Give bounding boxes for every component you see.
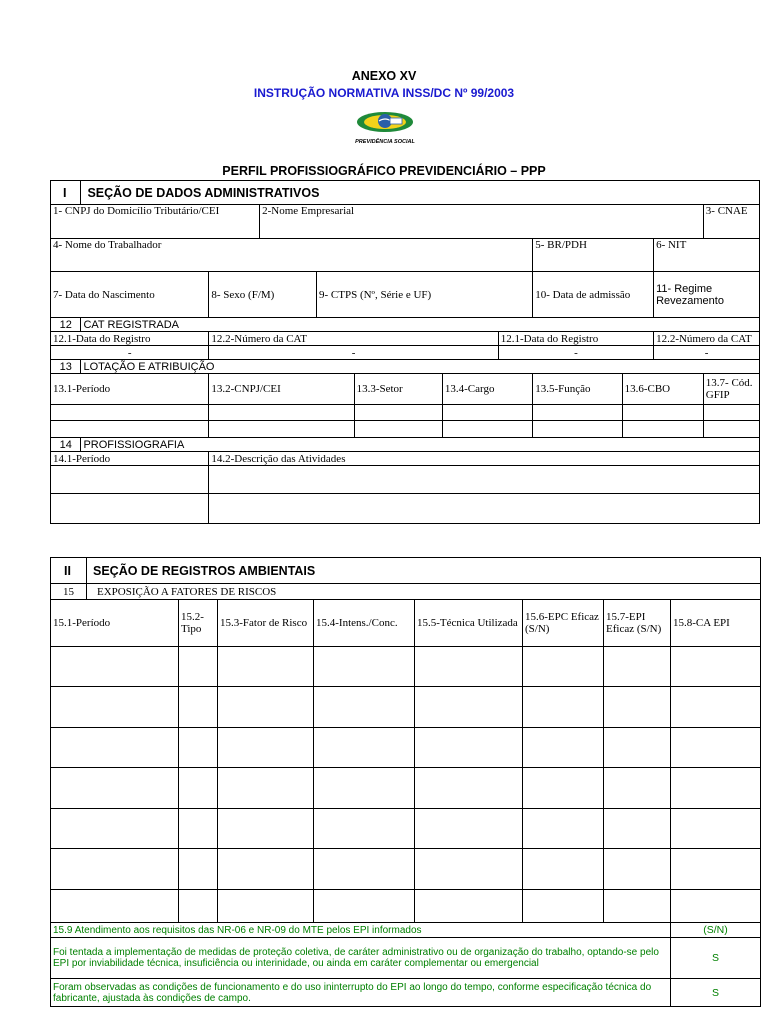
- table-cell[interactable]: [354, 421, 442, 438]
- section-title: SEÇÃO DE REGISTROS AMBIENTAIS: [87, 558, 761, 584]
- cat-number-label-1: 12.2-Número da CAT: [209, 332, 498, 346]
- section-administrative-data: [50, 180, 760, 524]
- cat-date-value-2[interactable]: -: [498, 346, 653, 360]
- table-cell[interactable]: [179, 728, 218, 768]
- table-cell[interactable]: [218, 890, 314, 923]
- table-cell[interactable]: [51, 494, 209, 524]
- table-cell[interactable]: [179, 647, 218, 687]
- col-period: 15.1-Período: [51, 600, 179, 647]
- table-cell[interactable]: [218, 647, 314, 687]
- previdencia-logo: [343, 106, 427, 148]
- ctps-field[interactable]: 9- CTPS (Nº, Série e UF): [317, 272, 533, 318]
- table-cell[interactable]: [218, 728, 314, 768]
- table-cell[interactable]: [523, 849, 604, 890]
- table-cell[interactable]: [314, 849, 415, 890]
- col-epi: 15.7-EPI Eficaz (S/N): [604, 600, 671, 647]
- col-risk-factor: 15.3-Fator de Risco: [218, 600, 314, 647]
- table-cell[interactable]: [671, 890, 761, 923]
- prof-col-description: 14.2-Descrição das Atividades: [209, 452, 760, 466]
- table-cell[interactable]: [179, 809, 218, 849]
- cat-number-value-1[interactable]: -: [209, 346, 498, 360]
- lotacao-title: LOTAÇÃO E ATRIBUIÇÃO: [81, 360, 760, 374]
- section-number: II: [51, 558, 87, 584]
- table-cell[interactable]: [51, 421, 209, 438]
- table-cell[interactable]: [51, 405, 209, 421]
- table-cell[interactable]: [51, 687, 179, 728]
- sex-field[interactable]: 8- Sexo (F/M): [209, 272, 317, 318]
- instruction-title: INSTRUÇÃO NORMATIVA INSS/DC Nº 99/2003: [253, 86, 515, 100]
- table-cell[interactable]: [671, 687, 761, 728]
- table-cell[interactable]: [442, 405, 532, 421]
- section-environmental-records: [50, 557, 761, 1007]
- table-cell[interactable]: [604, 849, 671, 890]
- table-cell[interactable]: [314, 728, 415, 768]
- table-cell[interactable]: [51, 849, 179, 890]
- table-cell[interactable]: [523, 890, 604, 923]
- table-cell[interactable]: [604, 890, 671, 923]
- table-cell[interactable]: [179, 687, 218, 728]
- table-cell[interactable]: [415, 890, 523, 923]
- table-cell[interactable]: [671, 849, 761, 890]
- br-pdh-field[interactable]: 5- BR/PDH: [533, 239, 654, 272]
- col-epc: 15.6-EPC Eficaz (S/N): [523, 600, 604, 647]
- table-cell[interactable]: [209, 421, 354, 438]
- table-cell[interactable]: [671, 647, 761, 687]
- table-cell[interactable]: [604, 647, 671, 687]
- prof-col-period: 14.1-Período: [51, 452, 209, 466]
- exposure-number: 15: [51, 584, 87, 600]
- cat-date-label-1: 12.1-Data do Registro: [51, 332, 209, 346]
- lotacao-col-cnpj: 13.2-CNPJ/CEI: [209, 374, 354, 405]
- lotacao-col-role: 13.4-Cargo: [442, 374, 532, 405]
- form-title: PERFIL PROFISSIOGRÁFICO PREVIDENCIÁRIO – PPP: [222, 164, 546, 178]
- table-cell[interactable]: [671, 809, 761, 849]
- col-ca-epi: 15.8-CA EPI: [671, 600, 761, 647]
- table-cell[interactable]: [218, 768, 314, 809]
- table-cell[interactable]: [51, 890, 179, 923]
- table-cell[interactable]: [179, 768, 218, 809]
- table-cell[interactable]: [604, 728, 671, 768]
- worker-name-field[interactable]: 4- Nome do Trabalhador: [51, 239, 533, 272]
- birth-date-field[interactable]: 7- Data do Nascimento: [51, 272, 209, 318]
- table-cell[interactable]: [179, 890, 218, 923]
- table-cell[interactable]: [314, 647, 415, 687]
- table-cell[interactable]: [523, 768, 604, 809]
- table-cell[interactable]: [703, 405, 759, 421]
- col-technique: 15.5-Técnica Utilizada: [415, 600, 523, 647]
- epi-conditions-answer[interactable]: S: [671, 979, 761, 1007]
- table-cell[interactable]: [209, 466, 760, 494]
- profissiografia-number: 14: [51, 438, 81, 452]
- company-name-field[interactable]: 2-Nome Empresarial: [260, 205, 704, 239]
- table-cell[interactable]: [51, 809, 179, 849]
- table-cell[interactable]: [604, 687, 671, 728]
- table-cell[interactable]: [415, 809, 523, 849]
- nit-field[interactable]: 6- NIT: [654, 239, 760, 272]
- table-cell[interactable]: [622, 405, 703, 421]
- table-cell[interactable]: [218, 809, 314, 849]
- table-cell[interactable]: [622, 421, 703, 438]
- table-cell[interactable]: [523, 647, 604, 687]
- table-cell[interactable]: [533, 405, 622, 421]
- table-cell[interactable]: [51, 768, 179, 809]
- lotacao-col-sector: 13.3-Setor: [354, 374, 442, 405]
- cat-date-label-2: 12.1-Data do Registro: [498, 332, 653, 346]
- col-intensity: 15.4-Intens./Conc.: [314, 600, 415, 647]
- nr-requirements-question: 15.9 Atendimento aos requisitos das NR-06 e NR-09 do MTE pelos EPI informados: [51, 923, 671, 938]
- section-number: I: [51, 181, 81, 205]
- table-cell[interactable]: [51, 466, 209, 494]
- table-cell[interactable]: [604, 768, 671, 809]
- table-cell[interactable]: [415, 647, 523, 687]
- table-cell[interactable]: [671, 728, 761, 768]
- lotacao-number: 13: [51, 360, 81, 374]
- table-cell[interactable]: [51, 647, 179, 687]
- profissiografia-title: PROFISSIOGRAFIA: [81, 438, 760, 452]
- lotacao-col-function: 13.5-Função: [533, 374, 622, 405]
- table-cell[interactable]: [523, 809, 604, 849]
- table-cell[interactable]: [179, 849, 218, 890]
- annex-title: ANEXO XV: [351, 69, 417, 83]
- table-cell[interactable]: [314, 687, 415, 728]
- table-cell[interactable]: [415, 687, 523, 728]
- table-cell[interactable]: [523, 728, 604, 768]
- collective-protection-answer[interactable]: S: [671, 938, 761, 979]
- admission-date-field[interactable]: 10- Data de admissão: [533, 272, 654, 318]
- table-cell[interactable]: [533, 421, 622, 438]
- table-cell[interactable]: [218, 849, 314, 890]
- table-cell[interactable]: [314, 768, 415, 809]
- exposure-title: EXPOSIÇÃO A FATORES DE RISCOS: [87, 584, 761, 600]
- table-cell[interactable]: [314, 890, 415, 923]
- table-cell[interactable]: [415, 849, 523, 890]
- table-cell[interactable]: [209, 494, 760, 524]
- lotacao-col-gfip: 13.7- Cód. GFIP: [703, 374, 759, 405]
- cat-date-value-1[interactable]: -: [51, 346, 209, 360]
- collective-protection-question: Foi tentada a implementação de medidas de proteção coletiva, de caráter administrativo ou de organização do trabalho, optando-se pelo EPI por inviabilidade técnica, insuficiência ou interinidade, ou ainda em caráter complementar ou emergencial: [51, 938, 671, 979]
- table-cell[interactable]: [51, 728, 179, 768]
- cnae-field[interactable]: 3- CNAE: [703, 205, 759, 239]
- cat-title: CAT REGISTRADA: [81, 318, 760, 332]
- logo-caption: PREVIDÊNCIA SOCIAL: [355, 139, 415, 145]
- table-cell[interactable]: [604, 809, 671, 849]
- table-cell[interactable]: [314, 809, 415, 849]
- table-cell[interactable]: [209, 405, 354, 421]
- table-cell[interactable]: [523, 687, 604, 728]
- section-title: SEÇÃO DE DADOS ADMINISTRATIVOS: [81, 181, 760, 205]
- table-cell[interactable]: [671, 768, 761, 809]
- col-type: 15.2-Tipo: [179, 600, 218, 647]
- nr-requirements-answer[interactable]: (S/N): [671, 923, 761, 938]
- lotacao-col-cbo: 13.6-CBO: [622, 374, 703, 405]
- table-cell[interactable]: [354, 405, 442, 421]
- table-cell[interactable]: [415, 728, 523, 768]
- shift-regime-field[interactable]: 11- Regime Revezamento: [654, 272, 760, 318]
- lotacao-col-period: 13.1-Período: [51, 374, 209, 405]
- table-cell[interactable]: [703, 421, 759, 438]
- cat-number-value-2[interactable]: -: [654, 346, 760, 360]
- table-cell[interactable]: [218, 687, 314, 728]
- cat-number-label-2: 12.2-Número da CAT: [654, 332, 760, 346]
- table-cell[interactable]: [415, 768, 523, 809]
- table-cell[interactable]: [442, 421, 532, 438]
- cat-number: 12: [51, 318, 81, 332]
- epi-conditions-question: Foram observadas as condições de funcionamento e do uso ininterrupto do EPI ao longo do tempo, conforme especificação técnica do fabricante, ajustada às condições de campo.: [51, 979, 671, 1007]
- cnpj-field[interactable]: 1- CNPJ do Domicílio Tributário/CEI: [51, 205, 260, 239]
